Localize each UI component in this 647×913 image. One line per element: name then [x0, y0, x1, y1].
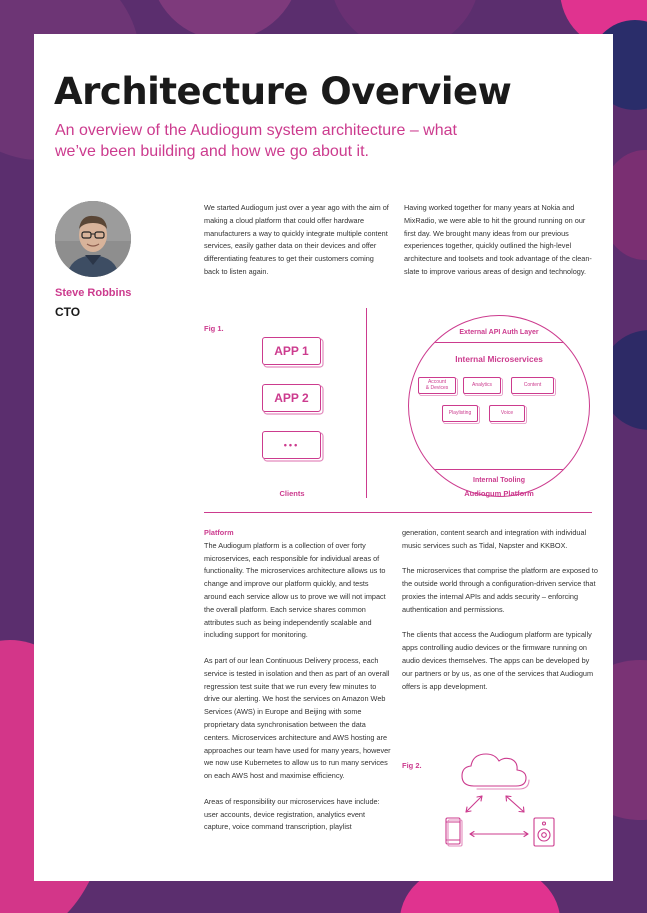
- service-label: Account: [427, 379, 447, 385]
- intro-left-column: [204, 202, 389, 279]
- cloud-icon-shadow: [477, 780, 529, 789]
- app1-box: APP 1: [262, 337, 321, 365]
- platform-diagram: [408, 315, 590, 497]
- page-title: Architecture Overview: [54, 70, 512, 113]
- author-avatar: [55, 201, 131, 277]
- body-paragraph: generation, content search and integration with individual music services such as Tidal, Napster and KKBOX.: [402, 528, 587, 550]
- intro-paragraph: Having worked together for many years at Nokia and MixRadio, we were able to hit the ground running on our first day. We brought many ideas from our previous experiences together, quickly outlined the high-level architecture and toolsets and took advantage of the clean-slate to improve various areas of design and technology.: [404, 203, 592, 276]
- service-label: Content: [523, 381, 542, 388]
- service-analytics: [463, 377, 501, 394]
- fig1-label: Fig 1.: [204, 324, 224, 333]
- service-account-devices: [418, 377, 456, 394]
- service-voice: [489, 405, 525, 422]
- body-paragraph: The Audiogum platform is a collection of over forty microservices, each responsible for individual areas of functionality. The microservices architecture allows us to change and improve our platform quickly, and tests around each service allow us to prove we will not impact the overall platform. Each service shares common attributes such as being independently scalable and including support for monitoring.: [204, 540, 386, 640]
- platform-caption: Audiogum Platform: [464, 489, 534, 498]
- auth-layer-label: External API Auth Layer: [409, 316, 589, 343]
- clients-caption: Clients: [279, 489, 305, 498]
- section-heading: Platform: [204, 528, 234, 537]
- body-paragraph: The microservices that comprise the platform are exposed to the outside world through a configuration-driven service that proxies the internal APIs and adds security – enforcing authentication and permissions.: [402, 566, 598, 614]
- body-paragraph: As part of our lean Continuous Delivery process, each service is tested in isolation and then as part of an overall regression test suite that we run every few minutes to drive our alerting. We host the services on Amazon Web Services (AWS) in Europe and Beijing with some proprietary data synchronisation between the data centers. Microservices architecture and AWS hosting are approaches our team have used for many years, however we now use Kubernetes to allow us to run many services on each AWS host and maximise efficiency.: [204, 655, 391, 781]
- body-right-column: [402, 527, 598, 706]
- service-label: Voice: [500, 409, 514, 416]
- service-label: Analytics: [471, 381, 492, 388]
- portrait-image: [55, 201, 131, 277]
- section-divider: [204, 512, 592, 513]
- microservices-title: Internal Microservices: [455, 354, 543, 364]
- intro-paragraph: We started Audiogum just over a year ago with the aim of making a cloud platform that could offer hardware manufacturers a way to quickly integrate multiple content services, easily gather data on their devices and offer differentiating features to get their customers coming back to listen again.: [204, 203, 389, 276]
- speaker-icon: [534, 818, 554, 846]
- arrow-cloud-speaker: [506, 796, 524, 812]
- intro-right-column: [404, 202, 594, 279]
- fig2-label: Fig 2.: [402, 761, 422, 770]
- cloud-icon: [462, 754, 526, 786]
- author-role: CTO: [55, 305, 81, 319]
- service-content: [511, 377, 554, 394]
- more-apps-box: •••: [262, 431, 321, 459]
- body-paragraph: Areas of responsibility our microservices have include: user accounts, device registration, analytics event capture, voice command transcription, playlist: [204, 796, 380, 832]
- body-left-column: [204, 527, 392, 847]
- fig2-diagram: [444, 746, 556, 862]
- document-page: [34, 34, 613, 881]
- internal-tooling-label: Internal Tooling: [409, 469, 589, 496]
- app2-box: APP 2: [262, 384, 321, 412]
- page-subtitle: An overview of the Audiogum system architecture – what we’ve been building and how we go about it.: [55, 122, 457, 160]
- service-label: & Devices: [425, 384, 449, 391]
- figure-divider: [366, 308, 367, 498]
- service-playlisting: [442, 405, 478, 422]
- body-paragraph: The clients that access the Audiogum platform are typically apps controlling audio devices or the firmware running on audio devices themselves. The apps can be developed by our partners or by us, as one of the services that Audiogum offers is app development.: [402, 630, 594, 691]
- author-name: Steve Robbins: [55, 287, 132, 299]
- phone-icon: [446, 818, 462, 846]
- service-label: Playlisting: [448, 409, 472, 416]
- arrow-cloud-phone: [466, 796, 482, 812]
